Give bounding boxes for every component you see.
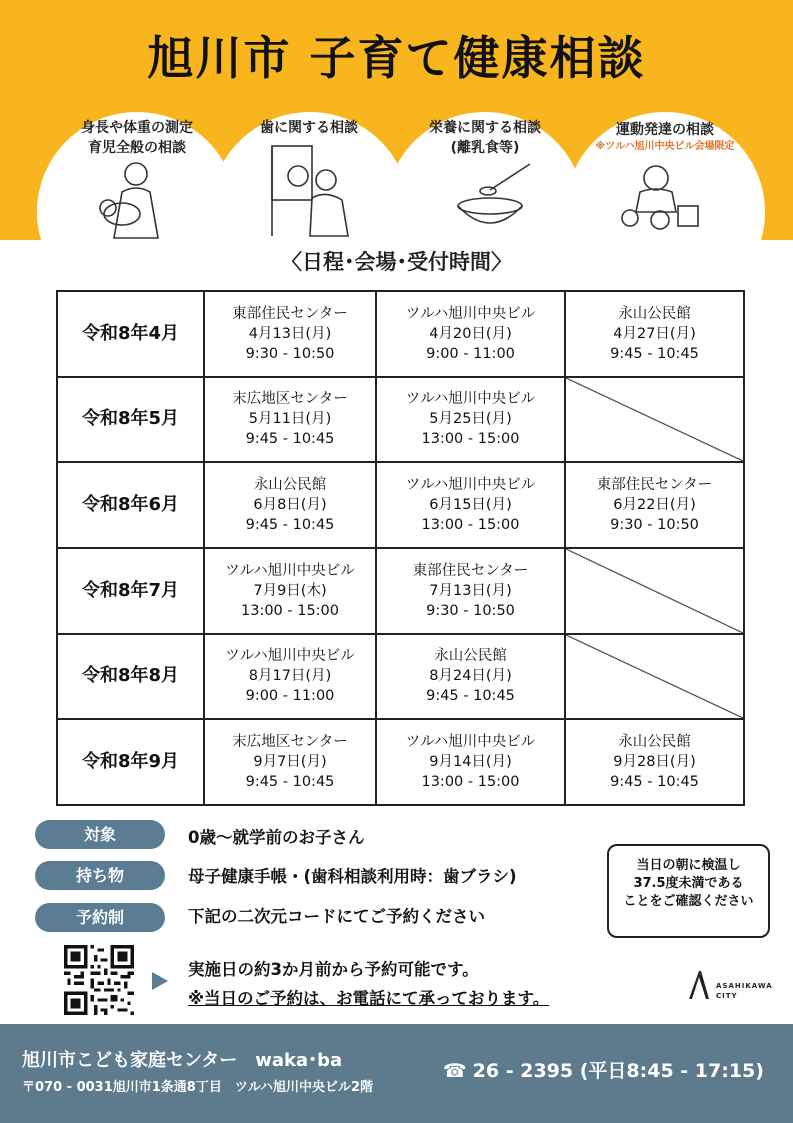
- session-date: 6月22日(月): [613, 497, 696, 514]
- topic-growth-line2: 育児全般の相談: [88, 140, 186, 156]
- venue-name: ツルハ旭川中央ビル: [225, 562, 355, 579]
- notice-line3: ことをご確認ください: [623, 894, 754, 909]
- topic-nutrition-line2: (離乳食等): [450, 140, 520, 156]
- schedule-cell: [204, 462, 376, 548]
- session-date: 6月15日(月): [429, 497, 512, 514]
- table-row: [57, 719, 744, 805]
- session-date: 6月8日(月): [253, 497, 327, 514]
- schedule-cell: [376, 291, 565, 377]
- venue-name: 東部住民センター: [596, 477, 713, 494]
- table-row: [57, 634, 744, 720]
- notice-line1: 当日の朝に検温し: [636, 858, 741, 873]
- session-date: 5月11日(月): [248, 411, 332, 428]
- table-row: [57, 462, 744, 548]
- session-date: 9月7日(月): [253, 754, 327, 771]
- venue-name: 東部住民センター: [232, 305, 348, 322]
- session-date: 7月9日(木): [253, 582, 327, 599]
- topic-nutrition: [390, 118, 580, 158]
- footer-address: 〒070 - 0031旭川市1条通8丁目 ツルハ旭川中央ビル2階: [22, 1080, 373, 1095]
- arrow-right-icon: [152, 972, 168, 990]
- temperature-notice: [607, 844, 770, 938]
- topic-motor: [570, 120, 760, 154]
- session-time: 9:30 - 10:50: [245, 345, 335, 362]
- topic-growth-line1: 身長や体重の測定: [81, 120, 193, 136]
- topic-growth: [42, 118, 232, 158]
- venue-name: 末広地区センター: [232, 391, 348, 408]
- schedule-cell: [204, 719, 376, 805]
- schedule-cell: [376, 377, 565, 463]
- items-label: 持ち物: [35, 861, 165, 890]
- session-date: 4月27日(月): [613, 325, 696, 342]
- venue-name: ツルハ旭川中央ビル: [405, 477, 536, 494]
- venue-name: ツルハ旭川中央ビル: [405, 734, 536, 751]
- venue-name: 東部住民センター: [412, 562, 529, 579]
- parent-holding-baby-icon: [92, 158, 172, 240]
- session-time: 9:45 - 10:45: [245, 517, 335, 534]
- qr-code-icon[interactable]: [64, 945, 134, 1015]
- session-time: 9:45 - 10:45: [426, 688, 515, 705]
- topic-motor-note: ※ツルハ旭川中央ビル会場限定: [595, 141, 735, 152]
- schedule-cell: [565, 462, 744, 548]
- schedule-cell: [204, 291, 376, 377]
- schedule-cell: [204, 634, 376, 720]
- table-row: [57, 548, 744, 634]
- asahikawa-logo-icon: [687, 969, 711, 999]
- reservation-label: 予約制: [35, 903, 165, 932]
- baby-food-bowl-icon: [450, 160, 536, 230]
- table-row: [57, 377, 744, 463]
- empty-slot-cell: [565, 377, 744, 463]
- empty-slot-cell: [565, 548, 744, 634]
- topic-dental: [214, 118, 404, 138]
- session-time: 9:30 - 10:50: [610, 517, 699, 534]
- child-tooth-check-icon: [268, 140, 352, 240]
- month-cell: 令和8年8月: [57, 634, 204, 720]
- session-date: 9月14日(月): [429, 754, 512, 771]
- venue-name: ツルハ旭川中央ビル: [405, 305, 536, 322]
- session-time: 9:45 - 10:45: [610, 774, 699, 791]
- venue-name: 末広地区センター: [232, 734, 348, 751]
- schedule-cell: [204, 377, 376, 463]
- session-time: 13:00 - 15:00: [421, 774, 520, 791]
- session-date: 4月20日(月): [429, 325, 512, 342]
- phone-icon: ☎: [443, 1060, 467, 1082]
- session-date: 5月25日(月): [429, 411, 512, 428]
- month-cell: 令和8年9月: [57, 719, 204, 805]
- schedule-cell: [376, 719, 565, 805]
- booking-line1: 実施日の約3か月前から予約可能です。: [188, 960, 479, 979]
- venue-name: 永山公民館: [618, 734, 691, 751]
- topic-nutrition-line1: 栄養に関する相談: [429, 120, 541, 136]
- month-cell: 令和8年7月: [57, 548, 204, 634]
- section-title: 〈日程･会場･受付時間〉: [281, 250, 512, 274]
- phone-number: 26 - 2395 (平日8:45 - 17:15): [472, 1060, 764, 1082]
- schedule-cell: [565, 291, 744, 377]
- target-value: 0歳～就学前のお子さん: [188, 828, 365, 847]
- venue-name: 永山公民館: [253, 477, 327, 494]
- logo-line2: CITY: [716, 992, 738, 1000]
- session-time: 9:45 - 10:45: [245, 774, 335, 791]
- booking-line2: ※当日のご予約は、お電話にて承っております。: [188, 989, 550, 1008]
- page-title: 旭川市 子育て健康相談: [147, 31, 646, 85]
- empty-slot-cell: [565, 634, 744, 720]
- session-time: 13:00 - 15:00: [240, 602, 340, 619]
- month-cell: 令和8年5月: [57, 377, 204, 463]
- schedule-cell: [204, 548, 376, 634]
- table-row: [57, 291, 744, 377]
- topic-dental-line1: 歯に関する相談: [260, 120, 358, 136]
- session-time: 13:00 - 15:00: [421, 431, 520, 448]
- month-cell: 令和8年6月: [57, 462, 204, 548]
- session-date: 4月13日(月): [248, 325, 332, 342]
- schedule-cell: [376, 548, 565, 634]
- session-time: 13:00 - 15:00: [421, 517, 520, 534]
- logo-line1: ASAHIKAWA: [716, 982, 773, 990]
- venue-name: 永山公民館: [618, 305, 691, 322]
- session-date: 8月17日(月): [248, 668, 332, 685]
- venue-name: 永山公民館: [434, 648, 507, 665]
- session-time: 9:45 - 10:45: [610, 345, 699, 362]
- session-time: 9:00 - 11:00: [426, 345, 515, 362]
- notice-line2: 37.5度未満である: [633, 876, 744, 891]
- session-date: 8月24日(月): [429, 668, 512, 685]
- schedule-table: [56, 290, 745, 806]
- venue-name: ツルハ旭川中央ビル: [405, 391, 536, 408]
- session-time: 9:45 - 10:45: [245, 431, 335, 448]
- items-value: 母子健康手帳・(歯科相談利用時：歯ブラシ): [188, 867, 517, 886]
- target-label: 対象: [35, 820, 165, 849]
- reservation-value: 下記の二次元コードにてご予約ください: [188, 907, 485, 926]
- venue-name: ツルハ旭川中央ビル: [225, 648, 355, 665]
- schedule-cell: [376, 634, 565, 720]
- footer-phone[interactable]: [443, 1056, 764, 1083]
- schedule-cell: [565, 719, 744, 805]
- baby-playing-icon: [618, 162, 704, 232]
- footer: [0, 1024, 793, 1123]
- session-date: 9月28日(月): [613, 754, 696, 771]
- session-date: 7月13日(月): [429, 582, 512, 599]
- month-cell: 令和8年4月: [57, 291, 204, 377]
- schedule-cell: [376, 462, 565, 548]
- topic-motor-line1: 運動発達の相談: [616, 122, 714, 138]
- session-time: 9:30 - 10:50: [426, 602, 515, 619]
- footer-org: 旭川市こども家庭センター waka･ba: [22, 1050, 343, 1071]
- session-time: 9:00 - 11:00: [245, 688, 335, 705]
